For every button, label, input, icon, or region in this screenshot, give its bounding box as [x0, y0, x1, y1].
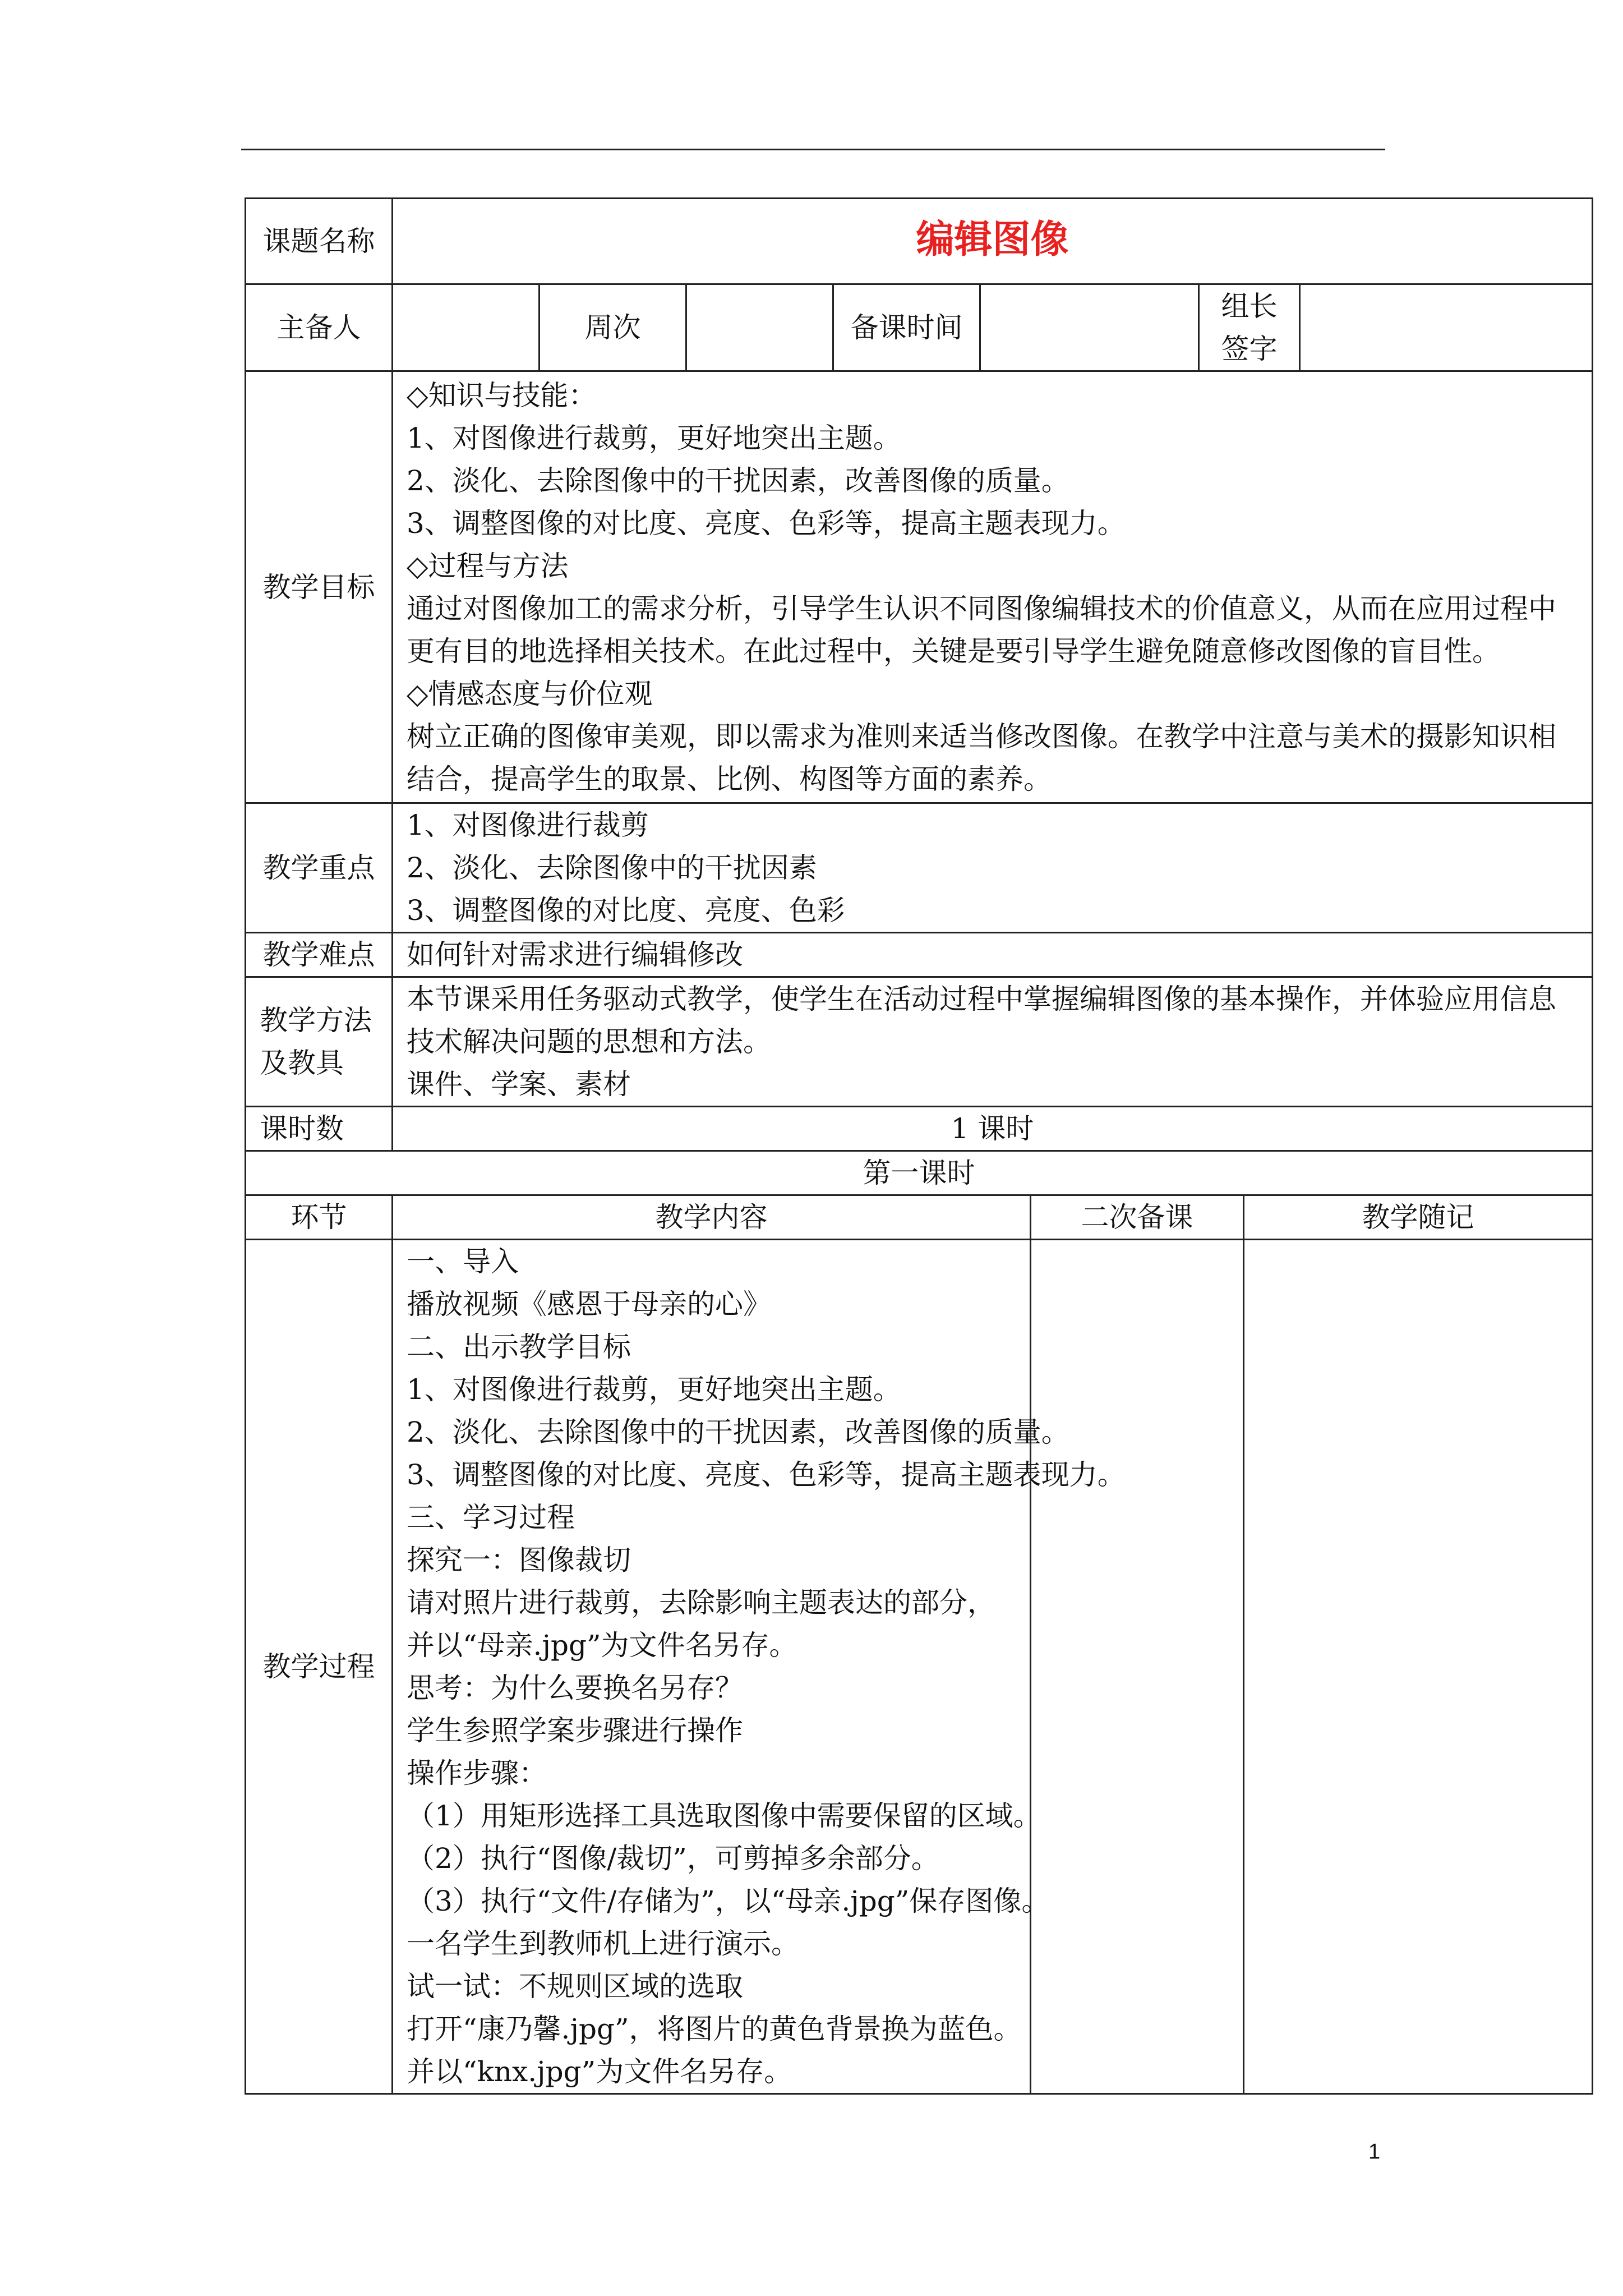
preparer-label: 主备人 — [246, 284, 393, 371]
process-line: 学生参照学案步骤进行操作 — [407, 1714, 743, 1747]
methods-content — [393, 977, 1593, 1107]
objectives-line: ◇情感态度与价位观 — [407, 677, 653, 710]
hours-value: 1 课时 — [393, 1107, 1593, 1151]
difficulties-label: 教学难点 — [246, 933, 393, 977]
process-line: 二、出示教学目标 — [407, 1331, 631, 1363]
leader-sign-value — [1300, 284, 1593, 371]
topic-label: 课题名称 — [246, 199, 393, 284]
objectives-line: 1、对图像进行裁剪，更好地突出主题。 — [407, 421, 901, 454]
methods-label-line: 教学方法 — [260, 1004, 372, 1037]
notes-header: 教学随记 — [1244, 1195, 1593, 1240]
objectives-paragraph: 树立正确的图像审美观，即以需求为准则来适当修改图像。在教学中注意与美术的摄影知识相结合，提高学生的取景、比例、构图等方面的素养。 — [407, 720, 1556, 795]
process-row — [246, 1240, 1593, 2094]
key-points-row — [246, 803, 1593, 933]
process-paragraph: 请对照片进行裁剪，去除影响主题表达的部分，并以“母亲.jpg”为文件名另存。 — [407, 1586, 995, 1662]
process-content — [393, 1240, 1126, 2094]
process-line: 探究一：图像裁切 — [407, 1544, 631, 1576]
objectives-line: 2、淡化、去除图像中的干扰因素，改善图像的质量。 — [407, 464, 1069, 497]
lesson-heading-row — [246, 1151, 1593, 1195]
process-line: （2）执行“图像/裁切”，可剪掉多余部分。 — [407, 1842, 939, 1875]
hours-label: 课时数 — [246, 1107, 393, 1151]
objectives-row — [246, 371, 1593, 803]
column-header-row — [246, 1195, 1593, 1240]
week-value — [686, 284, 833, 371]
objectives-paragraph: 通过对图像加工的需求分析，引导学生认识不同图像编辑技术的价值意义，从而在应用过程中更有目的地选择相关技术。在此过程中，关键是要引导学生避免随意修改图像的盲目性。 — [407, 592, 1556, 668]
difficulties-text: 如何针对需求进行编辑修改 — [393, 933, 1593, 977]
info-row — [246, 284, 1593, 371]
process-line: 一名学生到教师机上进行演示。 — [407, 1927, 799, 1960]
process-line: 3、调整图像的对比度、亮度、色彩等，提高主题表现力。 — [407, 1458, 1126, 1491]
process-line: 三、学习过程 — [407, 1501, 575, 1534]
methods-label-line: 及教具 — [260, 1047, 344, 1079]
process-line: 思考：为什么要换名另存？ — [407, 1672, 743, 1704]
prep-time-label: 备课时间 — [833, 284, 980, 371]
methods-row — [246, 977, 1593, 1107]
topic-title: 编辑图像 — [916, 217, 1069, 262]
week-label: 周次 — [540, 284, 686, 371]
page-number: 1 — [1368, 2140, 1381, 2164]
content-header: 教学内容 — [393, 1195, 1031, 1240]
process-line: 打开“康乃馨.jpg”，将图片的黄色背景换为蓝色。 — [407, 2013, 1022, 2045]
topic-row — [246, 199, 1593, 284]
key-point-line: 2、淡化、去除图像中的干扰因素 — [407, 852, 817, 884]
process-line: 一、导入 — [407, 1245, 519, 1278]
objectives-content — [393, 371, 1593, 803]
process-line: 并以“knx.jpg”为文件名另存。 — [407, 2055, 792, 2088]
topic-title-cell — [393, 199, 1593, 284]
methods-paragraph: 本节课采用任务驱动式教学，使学生在活动过程中掌握编辑图像的基本操作，并体验应用信息技术解决问题的思想和方法。 — [407, 983, 1556, 1058]
key-points-label: 教学重点 — [246, 803, 393, 933]
preparer-value — [393, 284, 540, 371]
hours-row — [246, 1107, 1593, 1151]
prep-time-value — [980, 284, 1199, 371]
difficulties-row — [246, 933, 1593, 977]
key-points-content — [393, 803, 1593, 933]
objectives-line: ◇知识与技能： — [407, 379, 597, 412]
process-line: 1、对图像进行裁剪，更好地突出主题。 — [407, 1373, 901, 1406]
key-point-line: 1、对图像进行裁剪 — [407, 809, 649, 841]
process-line: 试一试：不规则区域的选取 — [407, 1970, 743, 2003]
stage-header: 环节 — [246, 1195, 393, 1240]
process-line: （3）执行“文件/存储为”，以“母亲.jpg”保存图像。 — [407, 1885, 1050, 1917]
process-line: （1）用矩形选择工具选取图像中需要保留的区域。 — [407, 1800, 1041, 1832]
process-label: 教学过程 — [246, 1240, 393, 2094]
lesson-plan-table — [245, 197, 1593, 2095]
process-line: 播放视频《感恩于母亲的心》 — [407, 1288, 771, 1320]
objectives-line: 3、调整图像的对比度、亮度、色彩等，提高主题表现力。 — [407, 507, 1126, 540]
second-prep-cell — [1031, 1240, 1244, 2094]
objectives-line: ◇过程与方法 — [407, 549, 569, 582]
methods-label — [246, 977, 393, 1107]
objectives-label: 教学目标 — [246, 371, 393, 803]
methods-line: 课件、学案、素材 — [407, 1068, 631, 1101]
process-line: 操作步骤： — [407, 1757, 547, 1789]
process-line: 2、淡化、去除图像中的干扰因素，改善图像的质量。 — [407, 1416, 1069, 1448]
header-rule — [241, 149, 1385, 150]
lesson-heading: 第一课时 — [246, 1151, 1593, 1195]
leader-sign-label: 组长签字 — [1199, 284, 1300, 371]
key-point-line: 3、调整图像的对比度、亮度、色彩 — [407, 894, 845, 927]
second-prep-header: 二次备课 — [1031, 1195, 1244, 1240]
notes-cell — [1244, 1240, 1593, 2094]
